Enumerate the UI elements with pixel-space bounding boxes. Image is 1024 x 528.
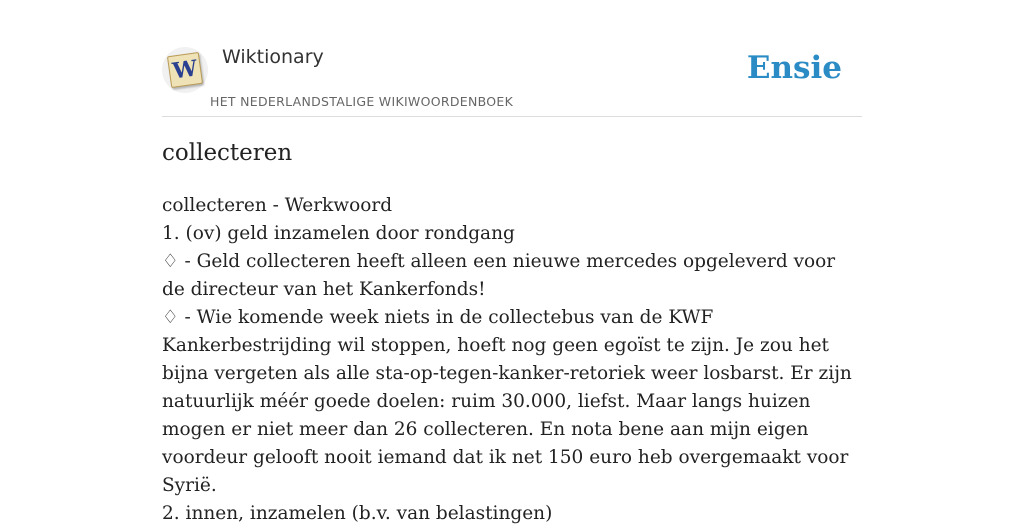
example-2: ♢ - Wie komende week niets in de collectebus van de KWF Kankerbestrijding wil stoppen, hoeft nog geen egoïst te zijn. Je zou het bijna vergeten als alle sta-op-tegen-kanker-retoriek weer losbarst. Er zijn natuurlijk méér goede doelen: ruim 30.000, liefst. Maar langs huizen mogen er niet meer dan 26 collecteren. En nota bene aan mijn eigen voordeur gelooft nooit iemand dat ik net 150 euro heb overgemaakt voor Syrië.	[162, 307, 852, 496]
logo-letter: W	[170, 55, 200, 85]
logo-tile	[167, 52, 203, 88]
header	[162, 0, 862, 117]
ensie-brand-logo[interactable]: Ensie	[746, 50, 842, 86]
page-title: collecteren	[162, 140, 293, 166]
definition-card	[162, 0, 862, 524]
definition-1: 1. (ov) geld inzamelen door rondgang	[162, 223, 515, 244]
definition-text	[162, 192, 862, 528]
wiktionary-logo-icon[interactable]	[162, 47, 208, 93]
site-name[interactable]: Wiktionary	[222, 46, 324, 68]
example-1: ♢ - Geld collecteren heeft alleen een nieuwe mercedes opgeleverd voor de directeur van het Kankerfonds!	[162, 251, 836, 300]
word-class-line: collecteren - Werkwoord	[162, 195, 393, 216]
definition-2: 2. innen, inzamelen (b.v. van belastingen)	[162, 503, 553, 524]
site-tagline: HET NEDERLANDSTALIGE WIKIWOORDENBOEK	[210, 94, 514, 109]
